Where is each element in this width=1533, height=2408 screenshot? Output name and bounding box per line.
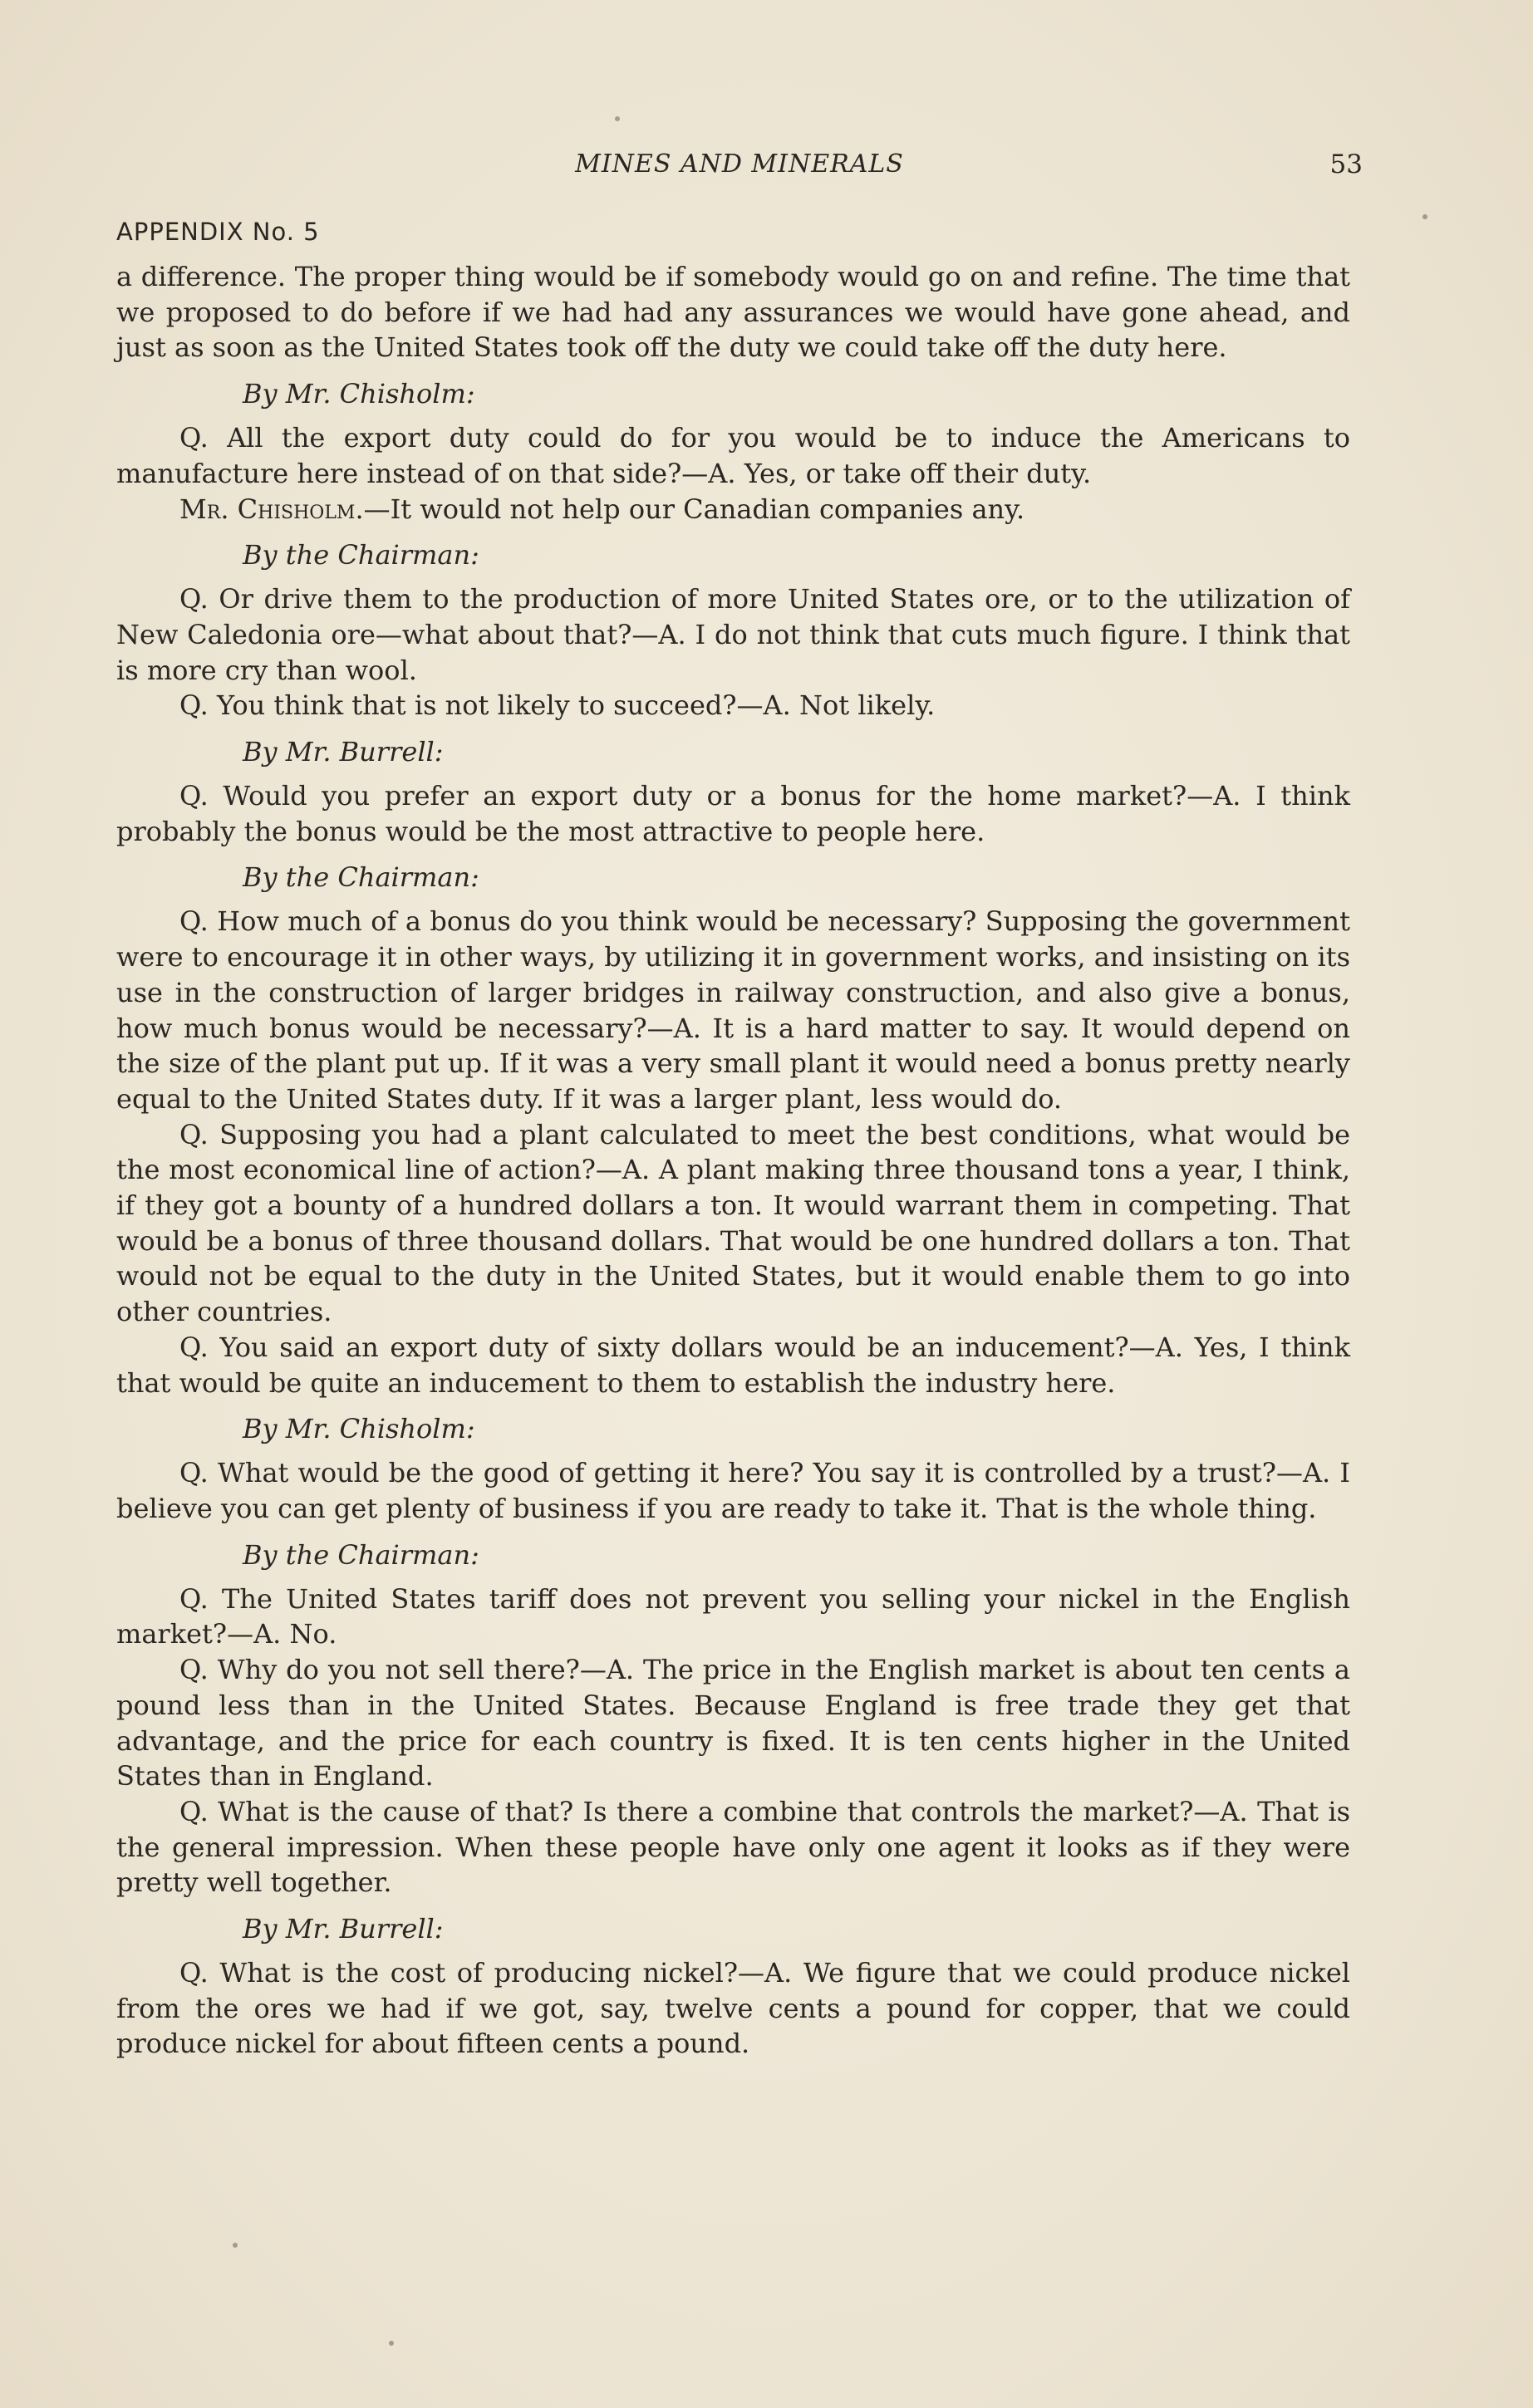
paragraph: Q. The United States tariff does not prevent you selling your nickel in the English market?—A. No. (116, 1582, 1350, 1650)
section-heading: By the Chairman: (243, 861, 479, 894)
speaker-paragraph (116, 492, 1350, 527)
paragraph: Q. Supposing you had a plant calculated to meet the best conditions, what would be the most economical line of action?—A. A plant making three thousand tons a year, I think, if they got a bounty of a hundred dollars a ton. It would warrant them in competing. That would be a bonus of three thousand dollars. That would be one hundred dollars a ton. That would not be equal to the duty in the United States, but it would enable them to go into other countries. (116, 1118, 1350, 1328)
paper-speck (389, 2341, 394, 2346)
paragraph: Q. What is the cause of that? Is there a combine that controls the market?—A. That is the general impression. When these people have only one agent it looks as if they were pretty well together. (116, 1795, 1350, 1899)
speaker-name: Mr. Chisholm. (179, 493, 364, 525)
paragraph: Q. Would you prefer an export duty or a bonus for the home market?—A. I think probably the bonus would be the most attractive to people here. (116, 780, 1350, 847)
paragraph: Q. What is the cost of producing nickel?—A. We figure that we could produce nickel from the ores we had if we got, say, twelve cents a pound for copper, that we could produce nickel for about fifteen cents a pound. (116, 1957, 1350, 2060)
paper-speck (233, 2243, 238, 2248)
section-heading: By Mr. Burrell: (243, 1913, 444, 1945)
paragraph: Q. What would be the good of getting it here? You say it is controlled by a trust?—A. I believe you can get plenty of business if you are ready to take it. That is the whole thing. (116, 1457, 1350, 1524)
paragraph: Q. You said an export duty of sixty dollars would be an inducement?—A. Yes, I think that would be quite an inducement to them to establish the industry here. (116, 1331, 1350, 1399)
paragraph: Q. Why do you not sell there?—A. The price in the English market is about ten cents a pound less than in the United States. Because England is free trade they get that advantage, and the price for each country is fixed. It is ten cents higher in the United States than in England. (116, 1654, 1350, 1793)
section-heading: By the Chairman: (243, 1538, 479, 1571)
appendix-label: APPENDIX No. 5 (116, 218, 320, 246)
body-text (116, 259, 1350, 2062)
paragraph: Q. How much of a bonus do you think would be necessary? Supposing the government were to encourage it in other ways, by utilizing it in government works, and insisting on its use in the construction of larger bridges in railway construction, and also give a bonus, how much bonus would be necessary?—A. It is a hard matter to say. It would depend on the size of the plant put up. If it was a very small plant it would need a bonus pretty nearly equal to the United States duty. If it was a larger plant, less would do. (116, 905, 1350, 1115)
paragraph: Q. You think that is not likely to succeed?—A. Not likely. (179, 689, 936, 722)
page-number: 53 (1329, 150, 1363, 179)
paper-speck (1422, 214, 1427, 219)
paragraph: Q. Or drive them to the production of more United States ore, or to the utilization of New Caledonia ore—what about that?—A. I do not think that cuts much figure. I think that is more cry than wool. (116, 583, 1350, 686)
running-title: MINES AND MINERALS (575, 150, 904, 179)
running-head (116, 150, 1363, 191)
speaker-text: —It would not help our Canadian companies any. (363, 493, 1025, 525)
paper-speck (615, 116, 620, 121)
section-heading: By Mr. Burrell: (243, 736, 444, 768)
paragraph: a difference. The proper thing would be if somebody would go on and refine. The time that we proposed to do before if we had had any assurances we would have gone ahead, and just as soon as the United States took off the duty we could take off the duty here. (116, 261, 1350, 364)
section-heading: By the Chairman: (243, 539, 479, 571)
section-heading: By Mr. Chisholm: (243, 1413, 475, 1445)
section-heading: By Mr. Chisholm: (243, 378, 475, 410)
paragraph: Q. All the export duty could do for you would be to induce the Americans to manufacture here instead of on that side?—A. Yes, or take off their duty. (116, 422, 1350, 489)
